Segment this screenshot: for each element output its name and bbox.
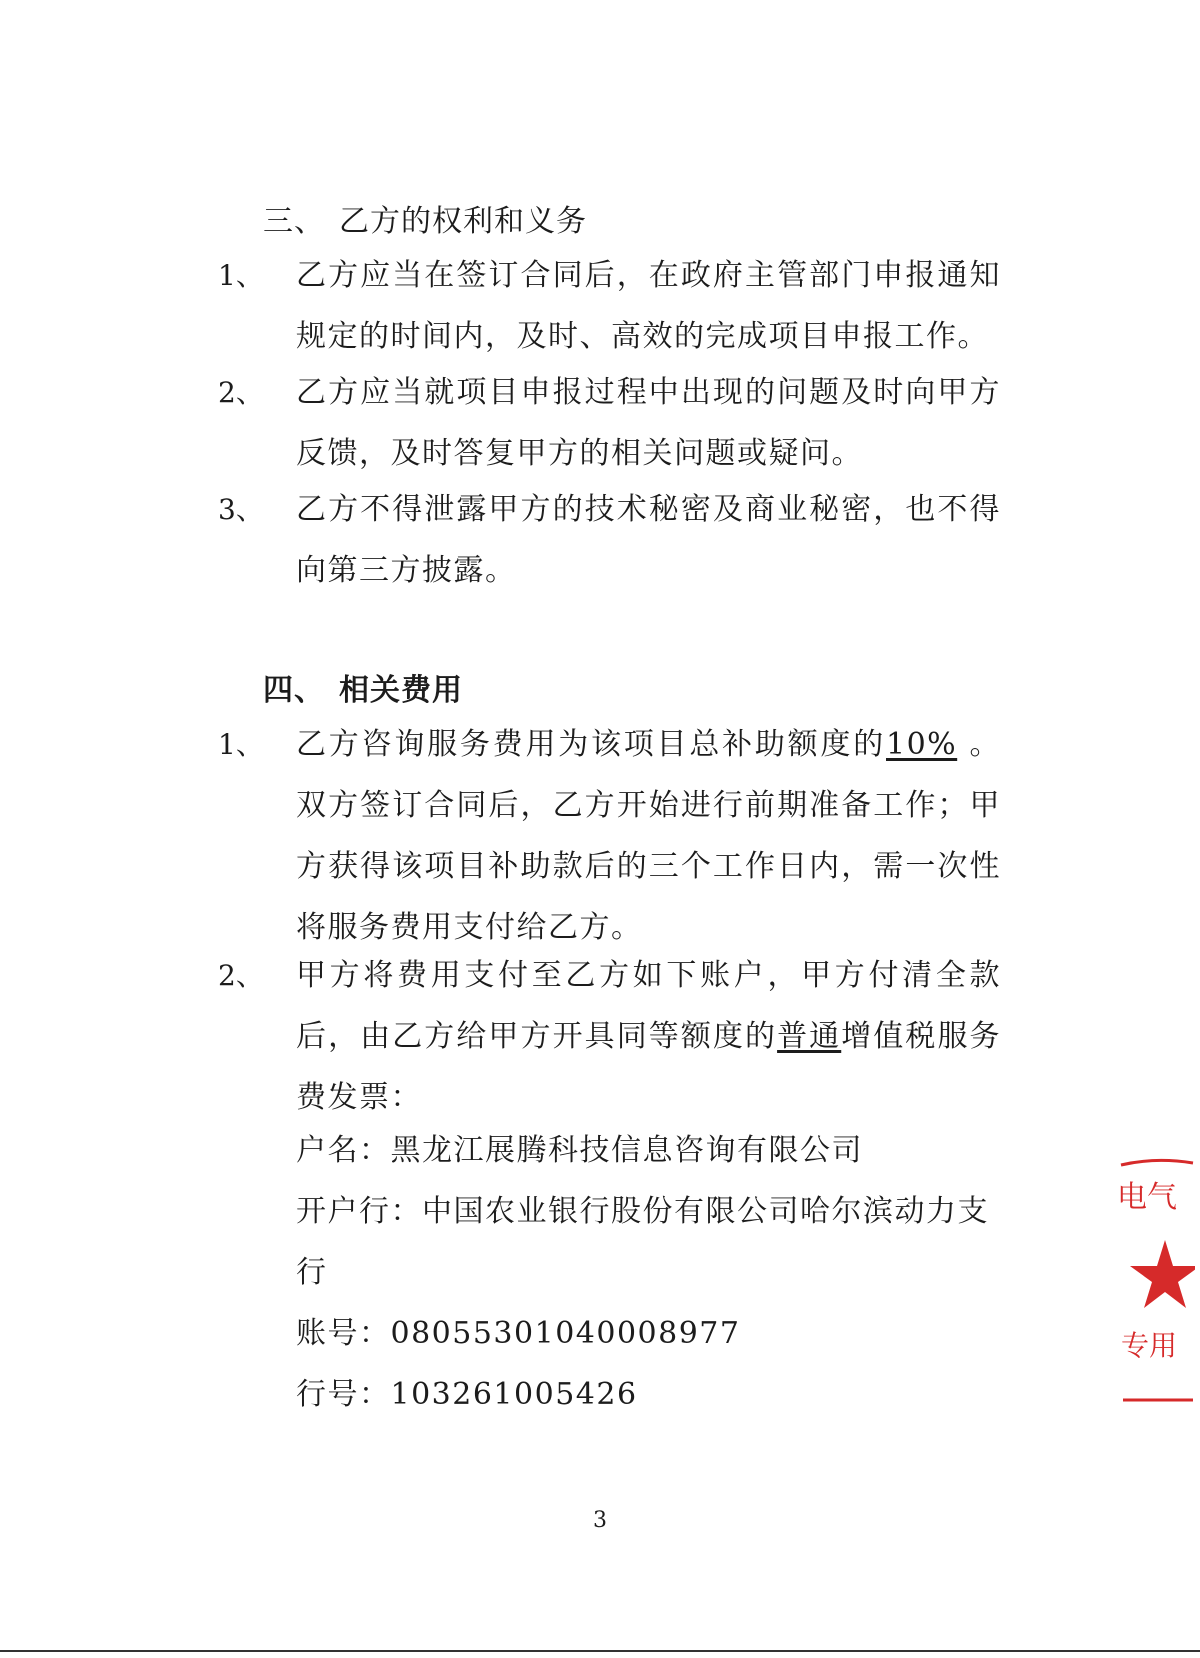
- company-seal-stamp-icon: [1115, 1155, 1195, 1405]
- item-index: 1、: [218, 728, 264, 761]
- invoice-type: 普通: [777, 1019, 842, 1054]
- section-3-title: 乙方的权利和义务: [339, 204, 587, 239]
- section-3-number: 三、: [263, 204, 325, 239]
- page-number: 3: [593, 1508, 607, 1533]
- bank-label: 开户行：: [296, 1194, 422, 1229]
- account-number-line: [296, 1303, 1001, 1364]
- payment-text-before: 甲方将费用支付至乙方如下账户，甲方付清全款后，由乙方给甲方开具同等额度的: [296, 958, 1001, 1054]
- bank-name: 中国农业银行股份有限公司哈尔滨动力支: [422, 1194, 989, 1229]
- item-index: 1、: [218, 259, 264, 292]
- section-4-title: 相关费用: [339, 673, 463, 708]
- fee-rate: 10%: [886, 727, 958, 762]
- payment-text-after: 增值税服务费发票：: [296, 1019, 1002, 1115]
- fee-text-before: 乙方咨询服务费用为该项目总补助额度的: [296, 727, 886, 762]
- bank-line-1: [296, 1181, 1001, 1242]
- item-text: [296, 945, 1001, 1128]
- item-text: 乙方应当就项目申报过程中出现的问题及时向甲方反馈，及时答复甲方的相关问题或疑问。: [296, 375, 1001, 471]
- item-index: 3、: [218, 493, 264, 526]
- section-3-heading: [263, 196, 587, 240]
- account-name-label: 户名：: [296, 1133, 391, 1168]
- item-text: 乙方不得泄露甲方的技术秘密及商业秘密，也不得向第三方披露。: [296, 492, 1001, 588]
- section-4-heading: [263, 665, 463, 709]
- section-4-number: 四、: [263, 673, 325, 708]
- account-name: 黑龙江展腾科技信息咨询有限公司: [390, 1133, 863, 1168]
- item-index: 2、: [218, 376, 264, 409]
- fee-text-after: 。双方签订合同后，乙方开始进行前期准备工作；甲方获得该项目补助款后的三个工作日内，需一次性将服务费用支付给乙方。: [296, 727, 1002, 945]
- bank-code-label: 行号：: [296, 1377, 391, 1412]
- item-text: 乙方应当在签订合同后，在政府主管部门申报通知规定的时间内，及时、高效的完成项目申报工作。: [296, 258, 1001, 354]
- bank-code-line: [296, 1364, 1001, 1425]
- account-number-label: 账号：: [296, 1316, 391, 1351]
- account-name-line: [296, 1120, 1001, 1181]
- item-text: [296, 714, 1001, 958]
- account-number: 08055301040008977: [390, 1316, 741, 1351]
- bank-line-2: 行: [296, 1255, 328, 1290]
- scan-bottom-edge: [0, 1650, 1200, 1652]
- item-index: 2、: [218, 959, 264, 992]
- bank-code: 103261005426: [390, 1377, 638, 1412]
- seal-text-bottom: 专用: [1121, 1329, 1178, 1362]
- seal-text-top: 电气: [1117, 1180, 1177, 1215]
